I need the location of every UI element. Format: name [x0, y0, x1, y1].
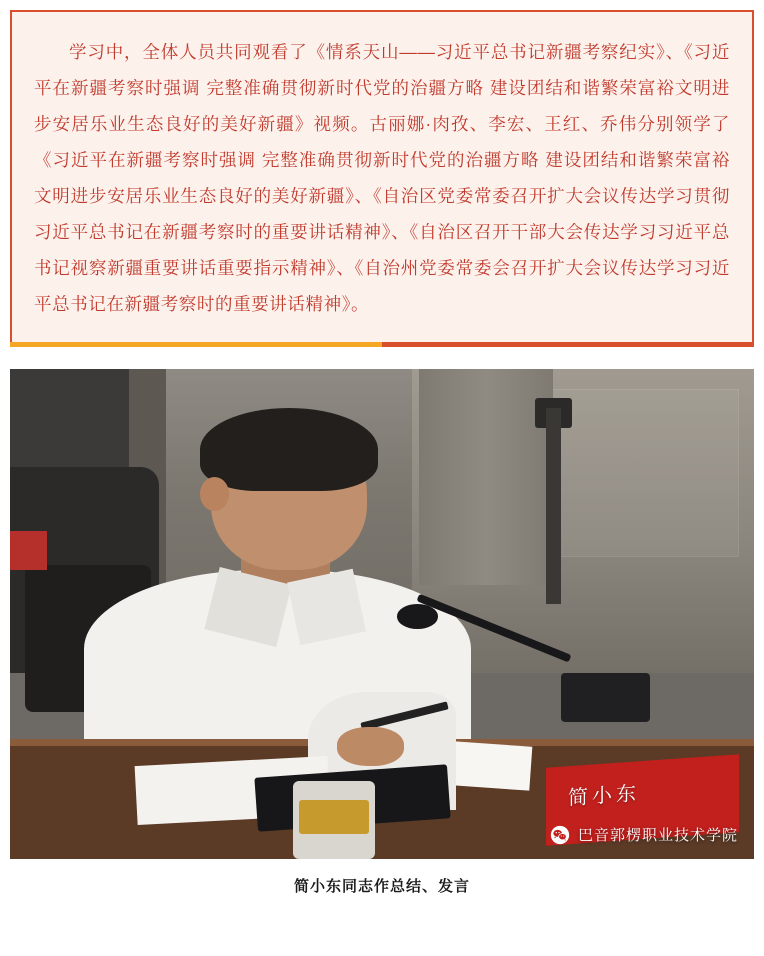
highlighted-text-card [10, 10, 754, 342]
wechat-icon [550, 825, 570, 845]
microphone-head [397, 604, 438, 629]
watermark-label: 巴音郭楞职业技术学院 [577, 827, 738, 844]
photo-caption: 简小东同志作总结、发言 [293, 878, 470, 895]
person-collar-right [287, 569, 366, 645]
card-bottom-accent-bar [10, 342, 754, 347]
article-page [0, 10, 764, 956]
person-hair [200, 408, 379, 491]
red-object [10, 531, 47, 570]
microphone-base [561, 673, 650, 722]
tea-liquid [299, 800, 369, 834]
article-paragraph: 学习中，全体人员共同观看了《情系天山——习近平总书记新疆考察纪实》、《习近平在新疆考察时强调 完整准确贯彻新时代党的治疆方略 建设团结和谐繁荣富裕文明进步安居乐业生态良好的美好新疆》视频。古丽娜·肉孜、李宏、王红、乔伟分别领学了《习近平在新疆考察时强调 完整准确贯彻新时代党的治疆方略 建设团结和谐繁荣富裕文明进步安居乐业生态良好的美好新疆》、《自治区党委常委召开扩大会议传达学习贯彻习近平总书记在新疆考察时的重要讲话精神》、《自治区召开干部大会传达学习习近平总书记视察新疆重要讲话重要指示精神》、《自治州党委常委会召开扩大会议传达学习习近平总书记在新疆考察时的重要讲话精神》。 [34, 42, 730, 314]
background-microphone-stand [546, 408, 561, 604]
watermark [550, 824, 738, 845]
name-plate-text: 简小东 [568, 782, 640, 810]
meeting-photo [10, 369, 754, 859]
curtain [419, 369, 553, 585]
person-hand [337, 727, 404, 766]
photo-scene [10, 369, 754, 859]
